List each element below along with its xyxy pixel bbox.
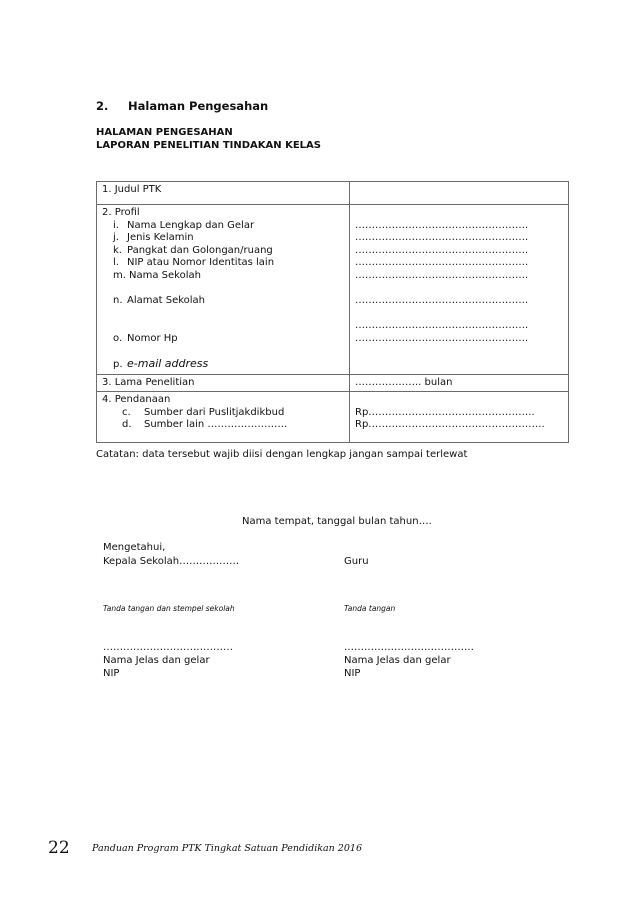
fill-nip[interactable]: …………………………………………….: [355, 257, 529, 269]
principal-role: Kepala Sekolah………………: [103, 556, 240, 567]
teacher-role: Guru: [344, 556, 369, 567]
profil-item-pangkat: k. Pangkat dan Golongan/ruang: [113, 244, 273, 256]
profil-item-hp: o. Nomor Hp: [113, 332, 178, 344]
profil-heading: 2. Profil: [102, 207, 140, 218]
profil-cell: [97, 205, 350, 375]
section-title: Halaman Pengesahan: [128, 99, 269, 113]
profil-item-nama: i. Nama Lengkap dan Gelar: [113, 219, 255, 231]
fill-pangkat[interactable]: …………………………………………….: [355, 244, 529, 256]
note-text: Catatan: data tersebut wajib diisi dengan lengkap jangan sampai terlewat: [96, 449, 468, 460]
profil-item-alamat: n. Alamat Sekolah: [113, 295, 206, 307]
principal-signature-line[interactable]: …………………………………: [103, 642, 233, 653]
table-row-judul: [97, 182, 569, 205]
table-row-lama: [97, 374, 569, 392]
place-date: Nama tempat, tanggal bulan tahun….: [242, 516, 432, 527]
teacher-signature-caption: Tanda tangan: [344, 604, 396, 613]
section-heading: [96, 99, 268, 113]
dana-item-puslit: c. Sumber dari Puslitjakdikbud: [122, 406, 285, 418]
fill-sekolah[interactable]: …………………………………………….: [355, 269, 529, 281]
profil-item-sekolah: m. Nama Sekolah: [113, 269, 201, 281]
dana-values-cell[interactable]: [350, 392, 569, 443]
teacher-nip-label: NIP: [344, 668, 361, 679]
principal-nip-label: NIP: [103, 668, 120, 679]
table-row-dana: [97, 392, 569, 443]
dana-heading: 4. Pendanaan: [102, 394, 171, 406]
lama-value[interactable]: ……………….. bulan: [350, 374, 569, 392]
approval-form-table: [96, 181, 569, 443]
fill-dana-puslit[interactable]: Rp…………………………………………..: [355, 406, 535, 418]
footer-text: Panduan Program PTK Tingkat Satuan Pendidikan 2016: [92, 843, 362, 854]
profil-item-jenis-kelamin: j. Jenis Kelamin: [113, 232, 194, 244]
profil-item-email: p. e-mail address: [113, 356, 209, 370]
teacher-name-label: Nama Jelas dan gelar: [344, 655, 451, 666]
judul-value-cell[interactable]: [350, 182, 569, 205]
principal-signature-caption: Tanda tangan dan stempel sekolah: [103, 604, 235, 613]
form-subtitle: LAPORAN PENELITIAN TINDAKAN KELAS: [96, 140, 321, 151]
fill-alamat[interactable]: …………………………………………….: [355, 295, 529, 307]
fill-nama[interactable]: …………………………………………….: [355, 219, 529, 231]
section-number: 2.: [96, 99, 109, 113]
principal-name-label: Nama Jelas dan gelar: [103, 655, 210, 666]
fill-dana-lain[interactable]: Rp……………………………………………..: [355, 419, 545, 431]
teacher-signature-line[interactable]: …………………………………: [344, 642, 474, 653]
page-number: 22: [48, 838, 70, 858]
dana-cell: [97, 392, 350, 443]
fill-hp[interactable]: …………………………………………….: [355, 332, 529, 344]
fill-jenis-kelamin[interactable]: …………………………………………….: [355, 232, 529, 244]
mengetahui-label: Mengetahui,: [103, 542, 166, 553]
form-title: HALAMAN PENGESAHAN: [96, 127, 233, 138]
table-row-profil: [97, 205, 569, 375]
judul-label: 1. Judul PTK: [97, 182, 350, 205]
profil-item-nip: l. NIP atau Nomor Identitas lain: [113, 257, 275, 269]
dana-item-lain: d. Sumber lain ……………………: [122, 419, 288, 431]
fill-alamat-2[interactable]: …………………………………………….: [355, 320, 529, 332]
lama-label: 3. Lama Penelitian: [97, 374, 350, 392]
profil-values-cell[interactable]: [350, 205, 569, 375]
